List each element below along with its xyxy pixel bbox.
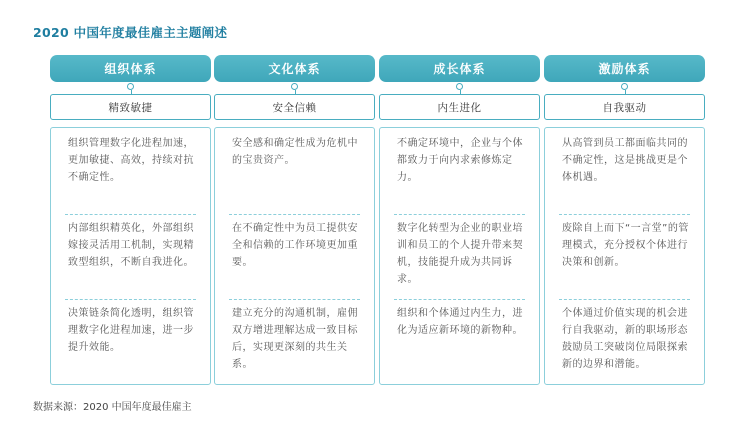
column-header: 激励体系 [544, 55, 705, 82]
column-incentive [544, 55, 705, 385]
column-organization [50, 55, 211, 385]
column-body [379, 127, 540, 385]
separator [559, 214, 690, 215]
column-growth [379, 55, 540, 385]
column-body [214, 127, 375, 385]
column-body [544, 127, 705, 385]
column-culture [214, 55, 375, 385]
separator [65, 299, 196, 300]
column-item: 建立充分的沟通机制，雇佣双方增进理解达成一致目标后，实现更深刻的共生关系。 [232, 308, 358, 370]
data-source-note: 数据来源：2020 中国年度最佳雇主 [33, 402, 192, 413]
connector [544, 82, 705, 94]
column-item: 数字化转型为企业的职业培训和员工的个人提升带来契机，技能提升成为共同诉求。 [397, 223, 523, 285]
column-item: 组织管理数字化进程加速，更加敏捷、高效，持续对抗不确定性。 [68, 138, 194, 183]
connector [50, 82, 211, 94]
separator [559, 299, 690, 300]
connector [379, 82, 540, 94]
column-item: 安全感和确定性成为危机中的宝贵资产。 [232, 138, 358, 166]
separator [229, 299, 360, 300]
column-item: 内部组织精英化，外部组织嫁接灵活用工机制，实现精致型组织，不断自我进化。 [68, 223, 194, 268]
column-item: 个体通过价值实现的机会进行自我驱动，新的职场形态鼓励员工突破岗位局限探索新的边界和潜能。 [562, 308, 688, 370]
column-item: 在不确定性中为员工提供安全和信赖的工作环境更加重要。 [232, 223, 358, 268]
column-header: 成长体系 [379, 55, 540, 82]
column-item: 废除自上而下“一言堂”的管理模式，充分授权个体进行决策和创新。 [562, 223, 689, 268]
column-body [50, 127, 211, 385]
separator [65, 214, 196, 215]
separator [394, 214, 525, 215]
column-subtitle: 安全信赖 [214, 94, 375, 120]
page-title: 2020 中国年度最佳雇主主题阐述 [33, 25, 228, 40]
column-header: 组织体系 [50, 55, 211, 82]
column-item: 不确定环境中，企业与个体都致力于向内求索修炼定力。 [397, 138, 523, 183]
column-subtitle: 内生进化 [379, 94, 540, 120]
connector [214, 82, 375, 94]
column-item: 从高管到员工都面临共同的不确定性，这是挑战更是个体机遇。 [562, 138, 688, 183]
column-item: 决策链条简化透明，组织管理数字化进程加速，进一步提升效能。 [68, 308, 194, 353]
column-subtitle: 精致敏捷 [50, 94, 211, 120]
column-item: 组织和个体通过内生力，进化为适应新环境的新物种。 [397, 308, 523, 336]
column-subtitle: 自我驱动 [544, 94, 705, 120]
separator [394, 299, 525, 300]
separator [229, 214, 360, 215]
column-header: 文化体系 [214, 55, 375, 82]
